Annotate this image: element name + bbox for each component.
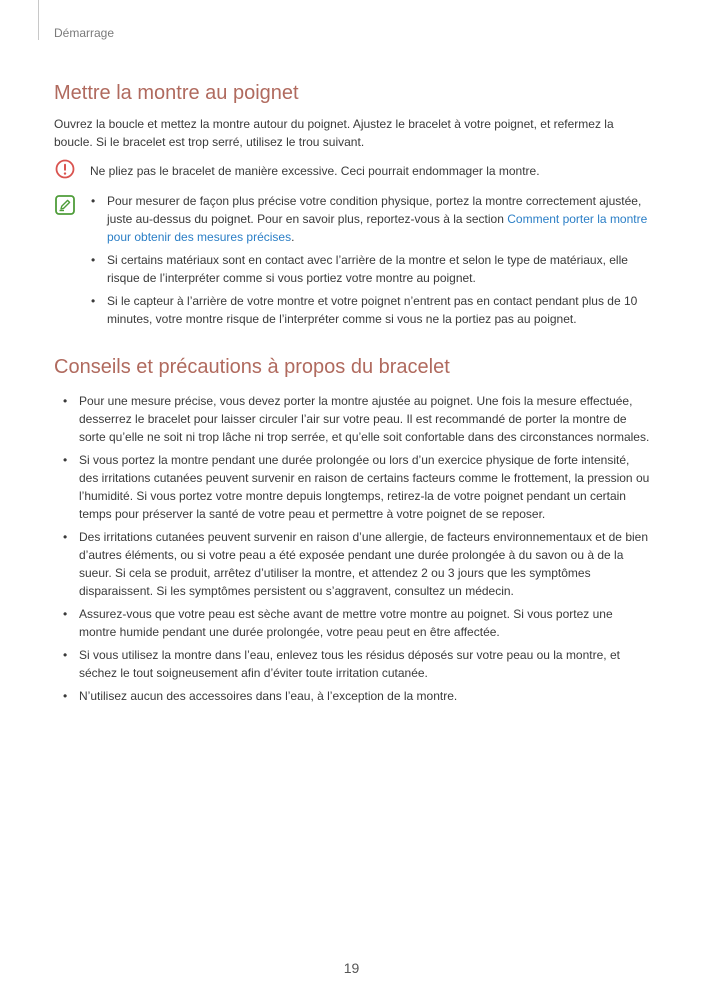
note-list xyxy=(91,192,651,333)
note-item-end: . xyxy=(291,230,295,244)
tips-item: • Si vous portez la montre pendant une durée prolongée ou lors d’un exercice physique de forte intensité, des irritations cutanées peuvent survenir en raison de certains facteurs comme le frottement, la pression ou l’humidité. Si vous portez votre montre depuis longtemps, retirez-la de votre poignet pendant un certain temps pour préserver la santé de votre peau et permettre à votre poignet de se reposer. xyxy=(63,451,651,523)
header-divider xyxy=(38,0,39,40)
note-item-text: Pour mesurer de façon plus précise votre condition physique, portez la montre correctement ajustée, juste au-dessus du poignet. Pour en savoir plus, reportez-vous à la section xyxy=(107,194,642,226)
section-label: Démarrage xyxy=(54,26,115,40)
note-item xyxy=(91,192,651,246)
tips-item: • Si vous utilisez la montre dans l’eau, enlevez tous les résidus déposés sur votre peau ou la montre, et séchez le tout soigneusement afin d’éviter toute irritation cutanée. xyxy=(63,646,651,682)
section-title-tips: Conseils et précautions à propos du bracelet xyxy=(54,356,450,378)
section-title-wear: Mettre la montre au poignet xyxy=(54,82,299,104)
tips-item: • Des irritations cutanées peuvent survenir en raison d’une allergie, de facteurs environnementaux et de bien d’autres éléments, ou si votre peau a été exposée pendant une durée prolongée à du savon ou à de la sueur. Si cela se produit, arrêtez d’utiliser la montre, et attendez 2 ou 3 jours que les symptômes disparaissent. Si les symptômes persistent ou s’aggravent, consultez un médecin. xyxy=(63,528,651,600)
note-item: • Si certains matériaux sont en contact avec l’arrière de la montre et selon le type de matériaux, elle risque de l’interpréter comme si vous portiez votre montre au poignet. xyxy=(91,251,651,287)
caution-text: Ne pliez pas le bracelet de manière excessive. Ceci pourrait endommager la montre. xyxy=(90,164,540,178)
intro-paragraph: Ouvrez la boucle et mettez la montre autour du poignet. Ajustez le bracelet à votre poignet, et refermez la boucle. Si le bracelet est trop serré, utilisez le trou suivant. xyxy=(54,117,614,149)
tips-item: • Pour une mesure précise, vous devez porter la montre ajustée au poignet. Une fois la mesure effectuée, desserrez le bracelet pour laisser circuler l’air sur votre peau. Il est recommandé de porter la montre de sorte qu’elle ne soit ni trop lâche ni trop serrée, et qu’elle soit confortable dans des circonstances normales. xyxy=(63,392,651,446)
tips-item: • N’utilisez aucun des accessoires dans l’eau, à l’exception de la montre. xyxy=(63,687,651,705)
page-number: 19 xyxy=(343,960,360,976)
note-pencil-icon xyxy=(55,195,75,215)
note-item: • Si le capteur à l’arrière de votre montre et votre poignet n’entrent pas en contact pendant plus de 10 minutes, votre montre risque de l’interpréter comme si vous ne la portiez pas au poignet. xyxy=(91,292,651,328)
tips-list xyxy=(63,392,651,710)
tips-item: • Assurez-vous que votre peau est sèche avant de mettre votre montre au poignet. Si vous portez une montre humide pendant une durée prolongée, votre peau peut en être affectée. xyxy=(63,605,651,641)
link-comment-porter[interactable]: Comment porter la montre pour obtenir des mesures précises xyxy=(107,212,648,244)
caution-icon xyxy=(55,159,75,179)
